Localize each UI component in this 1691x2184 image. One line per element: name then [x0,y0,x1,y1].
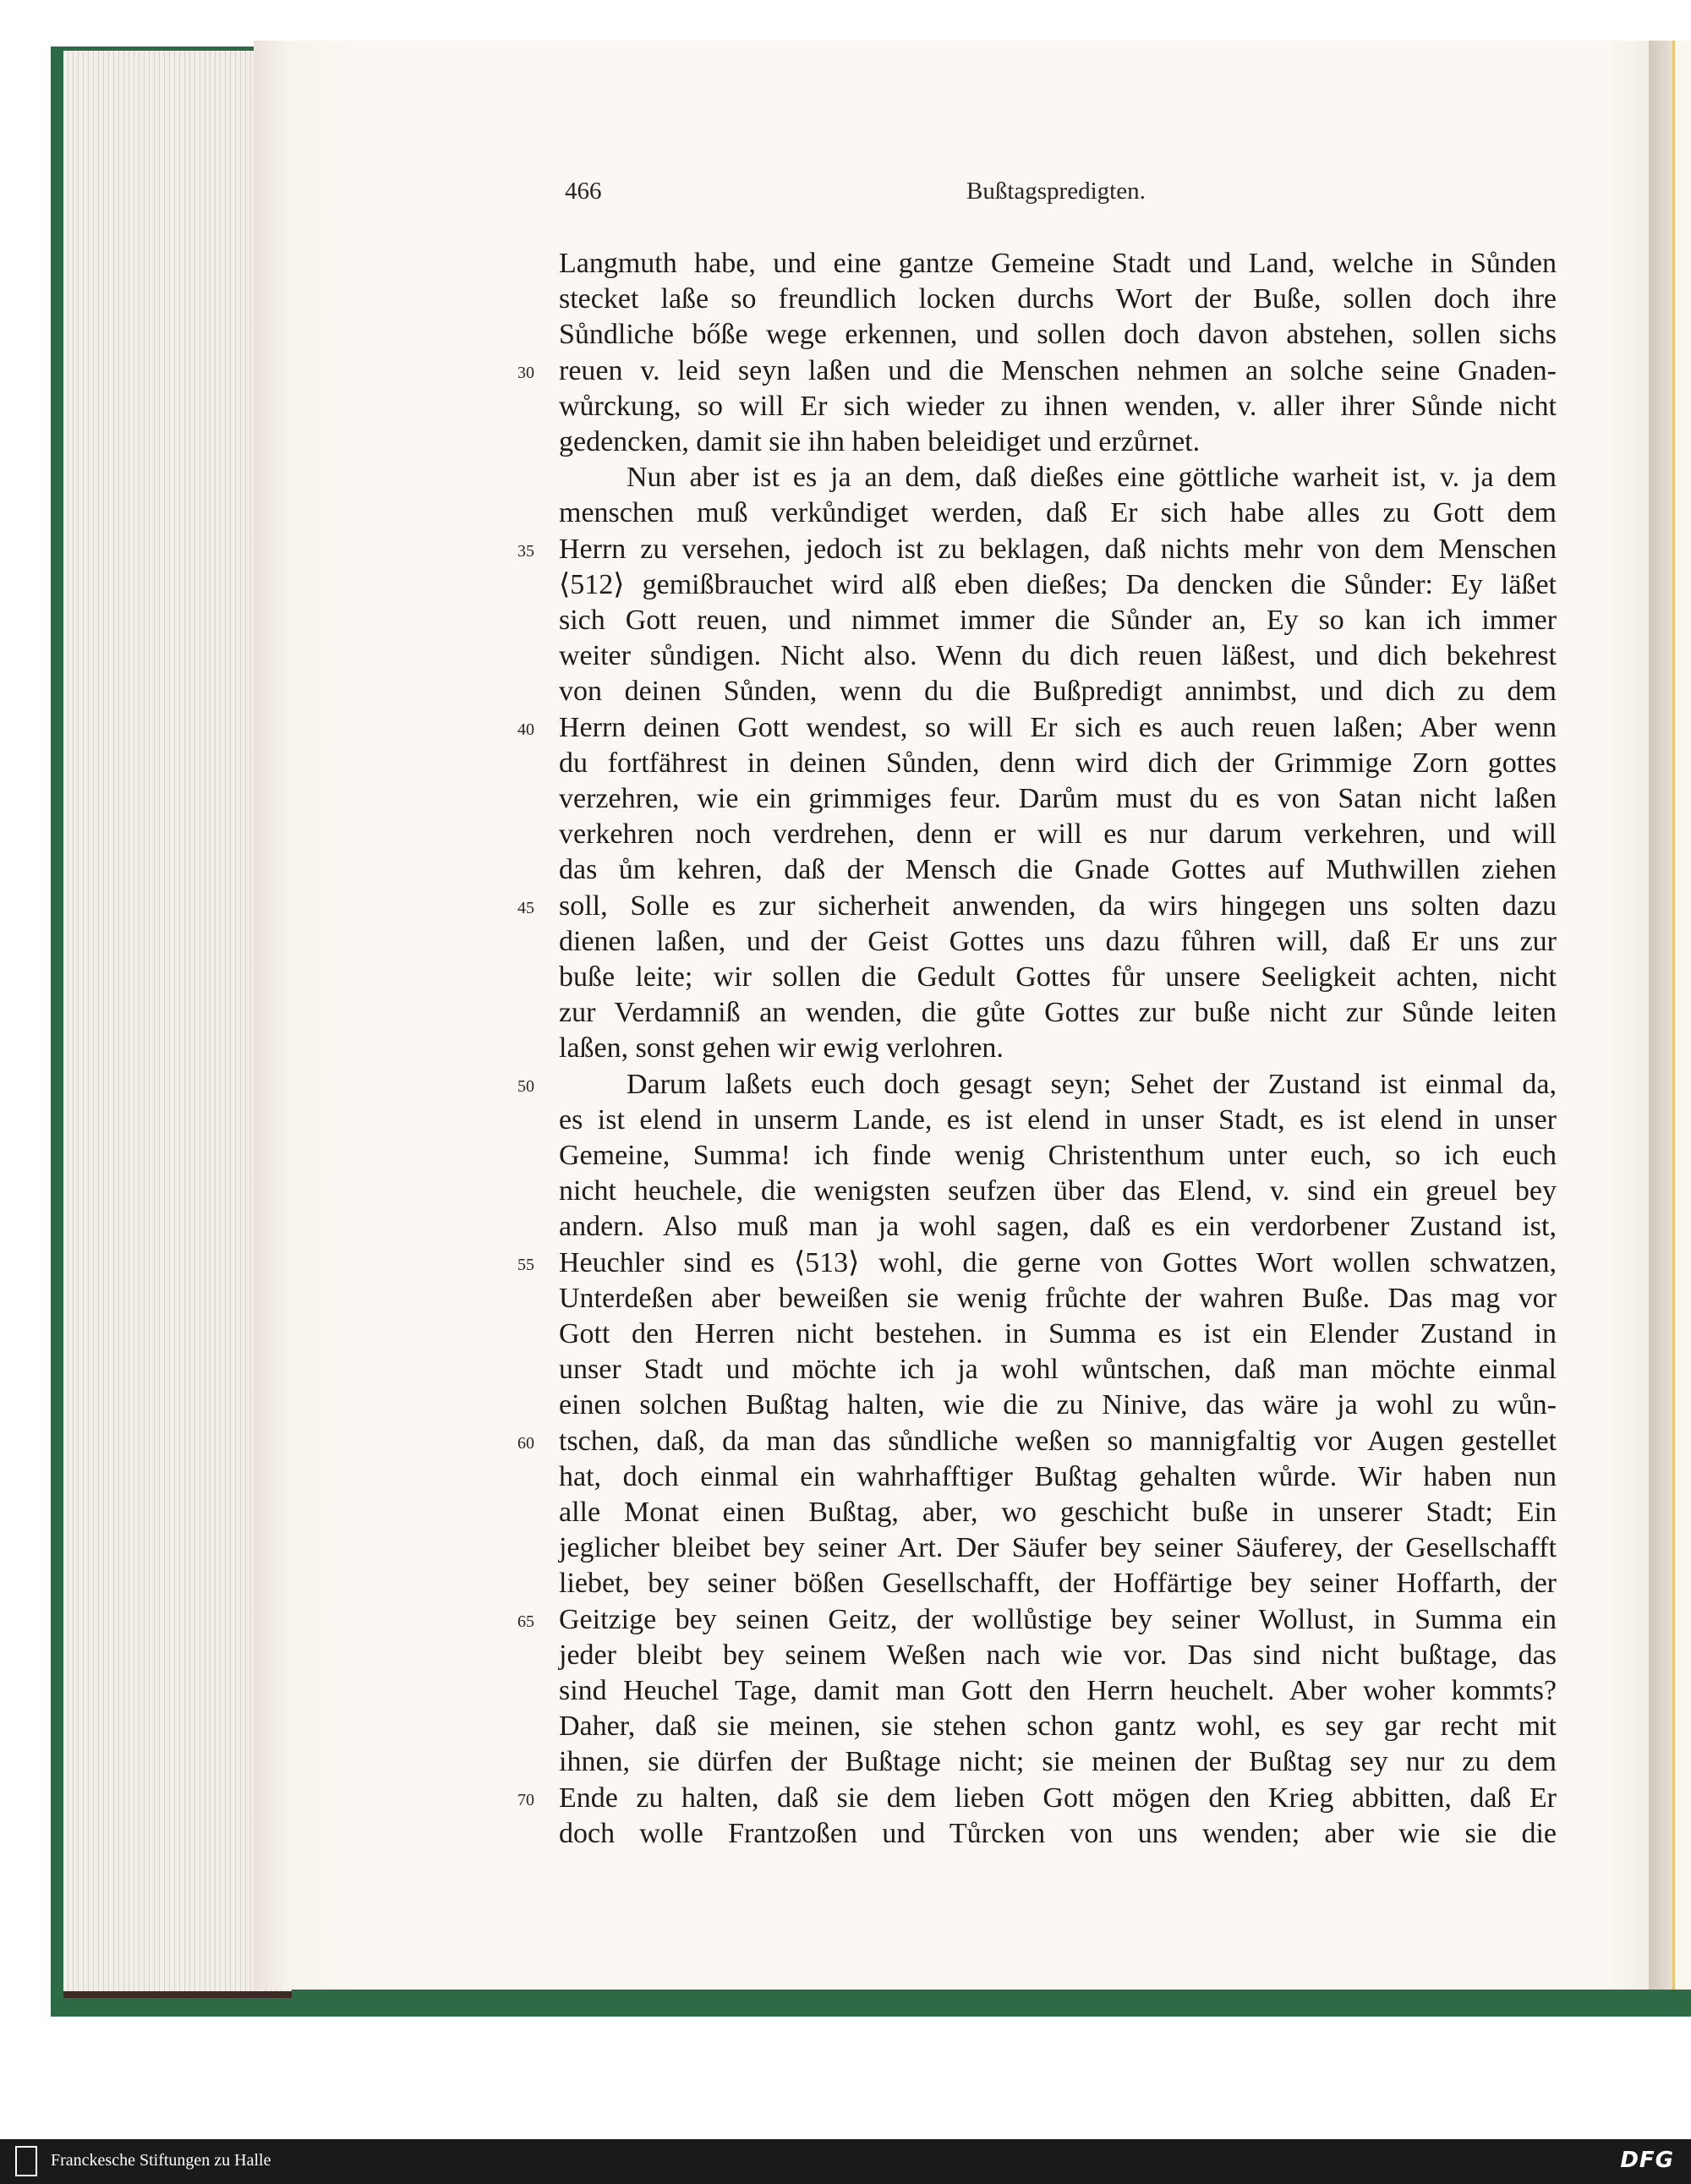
text-line: dienen laßen, und der Geist Gottes uns dazu fůhren will, daß Er uns zur [559,926,1557,957]
text-line: du fortfährest in deinen Sůnden, denn wird dich der Grimmige Zorn gottes [559,747,1557,779]
page-number: 466 [565,178,602,205]
text-line: Nun aber ist es ja an dem, daß dießes eine göttliche warheit ist, v. ja dem [627,462,1557,493]
text-line: stecket laße so freundlich locken durchs Wort der Buße, sollen doch ihre [559,283,1557,315]
text-line: buße leite; wir sollen die Gedult Gottes fůr unsere Seeligkeit achten, nicht [559,961,1557,993]
text-line: verkehren noch verdrehen, denn er will es nur darum verkehren, und will [559,818,1557,850]
text-line: reuen v. leid seyn laßen und die Menschen nehmen an solche seine Gnaden- [559,355,1557,386]
line-number: 60 [517,1434,534,1453]
text-line: ihnen, sie dürfen der Bußtage nicht; sie meinen der Bußtag sey nur zu dem [559,1746,1557,1777]
text-line: Herrn deinen Gott wendest, so will Er sich es auch reuen laßen; Aber wenn [559,712,1557,743]
text-line: nicht heuchele, die wenigsten seufzen über das Elend, v. sind ein greuel bey [559,1175,1557,1207]
text-line: Darum laßets euch doch gesagt seyn; Sehet der Zustand ist einmal da, [627,1069,1557,1100]
text-line: menschen muß verkůndiget werden, daß Er sich habe alles zu Gott dem [559,497,1557,528]
text-line: liebet, bey seiner bößen Gesellschafft, der Hoffärtige bey seiner Hoffarth, der [559,1568,1557,1599]
text-line: unser Stadt und möchte ich ja wohl wůntschen, daß man möchte einmal [559,1354,1557,1385]
line-number: 40 [517,720,534,739]
text-line: ⟨512⟩ gemißbrauchet wird alß eben dießes; Da dencken die Sůnder: Ey läßet [559,569,1557,600]
text-line: es ist elend in unserm Lande, es ist elend in unser Stadt, es ist elend in unser [559,1104,1557,1136]
institution-logo-icon [15,2146,37,2176]
text-line: von deinen Sůnden, wenn du die Bußpredigt annimbst, und dich zu dem [559,676,1557,707]
text-line: laßen, sonst gehen wir ewig verlohren. [559,1032,1004,1064]
text-line: hat, doch einmal ein wahrhafftiger Bußtag gehalten wůrde. Wir haben nun [559,1461,1557,1492]
line-number: 35 [517,542,534,561]
text-line: Herrn zu versehen, jedoch ist zu beklagen, daß nichts mehr von dem Menschen [559,534,1557,565]
text-line: andern. Also muß man ja wohl sagen, daß es ein verdorbener Zustand ist, [559,1211,1557,1242]
text-line: Sůndliche bőße wege erkennen, und sollen doch davon abstehen, sollen sichs [559,319,1557,350]
text-line: zur Verdamniß an wenden, die gůte Gottes zur buße nicht zur Sůnde leiten [559,997,1557,1028]
dfg-badge: DFG [1620,2148,1674,2173]
running-head: Bußtagspredigten. [966,178,1146,205]
text-line: Gemeine, Summa! ich finde wenig Christenthum unter euch, so ich euch [559,1140,1557,1171]
text-line: tschen, daß, da man das sůndliche weßen so mannigfaltig vor Augen gestellet [559,1426,1557,1457]
line-number: 70 [517,1791,534,1809]
text-line: wůrckung, so will Er sich wieder zu ihnen wenden, v. aller ihrer Sůnde nicht [559,391,1557,422]
text-line: soll, Solle es zur sicherheit anwenden, da wirs hingegen uns solten dazu [559,890,1557,922]
text-line: Gott den Herren nicht bestehen. in Summa es ist ein Elender Zustand in [559,1318,1557,1349]
facing-page-edge [1672,41,1691,1990]
line-number: 65 [517,1612,534,1631]
text-line: Ende zu halten, daß sie dem lieben Gott mögen den Krieg abbitten, daß Er [559,1782,1557,1814]
text-line: einen solchen Bußtag halten, wie die zu Ninive, das wäre ja wohl zu wůn- [559,1389,1557,1420]
text-line: Geitzige bey seinen Geitz, der wollůstige bey seiner Wollust, in Summa ein [559,1604,1557,1635]
line-number: 55 [517,1256,534,1274]
line-number: 30 [517,364,534,382]
text-line: doch wolle Frantzoßen und Tůrcken von uns wenden; aber wie sie die [559,1818,1557,1849]
text-line: jeglicher bleibet bey seiner Art. Der Säufer bey seiner Säuferey, der Gesellschafft [559,1532,1557,1563]
text-line: Langmuth habe, und eine gantze Gemeine Stadt und Land, welche in Sůnden [559,248,1557,279]
text-line: gedencken, damit sie ihn haben beleidiget und erzůrnet. [559,426,1201,457]
text-line: das ům kehren, daß der Mensch die Gnade Gottes auf Muthwillen ziehen [559,854,1557,885]
text-line: sich Gott reuen, und nimmet immer die Sůnder an, Ey so kan ich immer [559,605,1557,636]
line-number: 50 [517,1077,534,1096]
text-line: sind Heuchel Tage, damit man Gott den Herrn heuchelt. Aber woher kommts? [559,1675,1557,1706]
page-header [565,178,1556,220]
text-line: verzehren, wie ein grimmiges feur. Darům must du es von Satan nicht laßen [559,783,1557,814]
text-line: weiter sůndigen. Nicht also. Wenn du dich reuen läßest, und dich bekehrest [559,640,1557,671]
line-number: 45 [517,899,534,917]
footer-bar [0,2139,1691,2184]
text-line: Heuchler sind es ⟨513⟩ wohl, die gerne von Gottes Wort wollen schwatzen, [559,1247,1557,1278]
text-line: alle Monat einen Bußtag, aber, wo geschicht buße in unserer Stadt; Ein [559,1497,1557,1528]
footer-institution: Franckesche Stiftungen zu Halle [51,2151,271,2170]
text-line: Daher, daß sie meinen, sie stehen schon gantz wohl, es sey gar recht mit [559,1711,1557,1742]
text-line: Unterdeßen aber beweißen sie wenig frůchte der wahren Buße. Das mag vor [559,1283,1557,1314]
text-line: jeder bleibt bey seinem Weßen nach wie vor. Das sind nicht bußtage, das [559,1639,1557,1671]
